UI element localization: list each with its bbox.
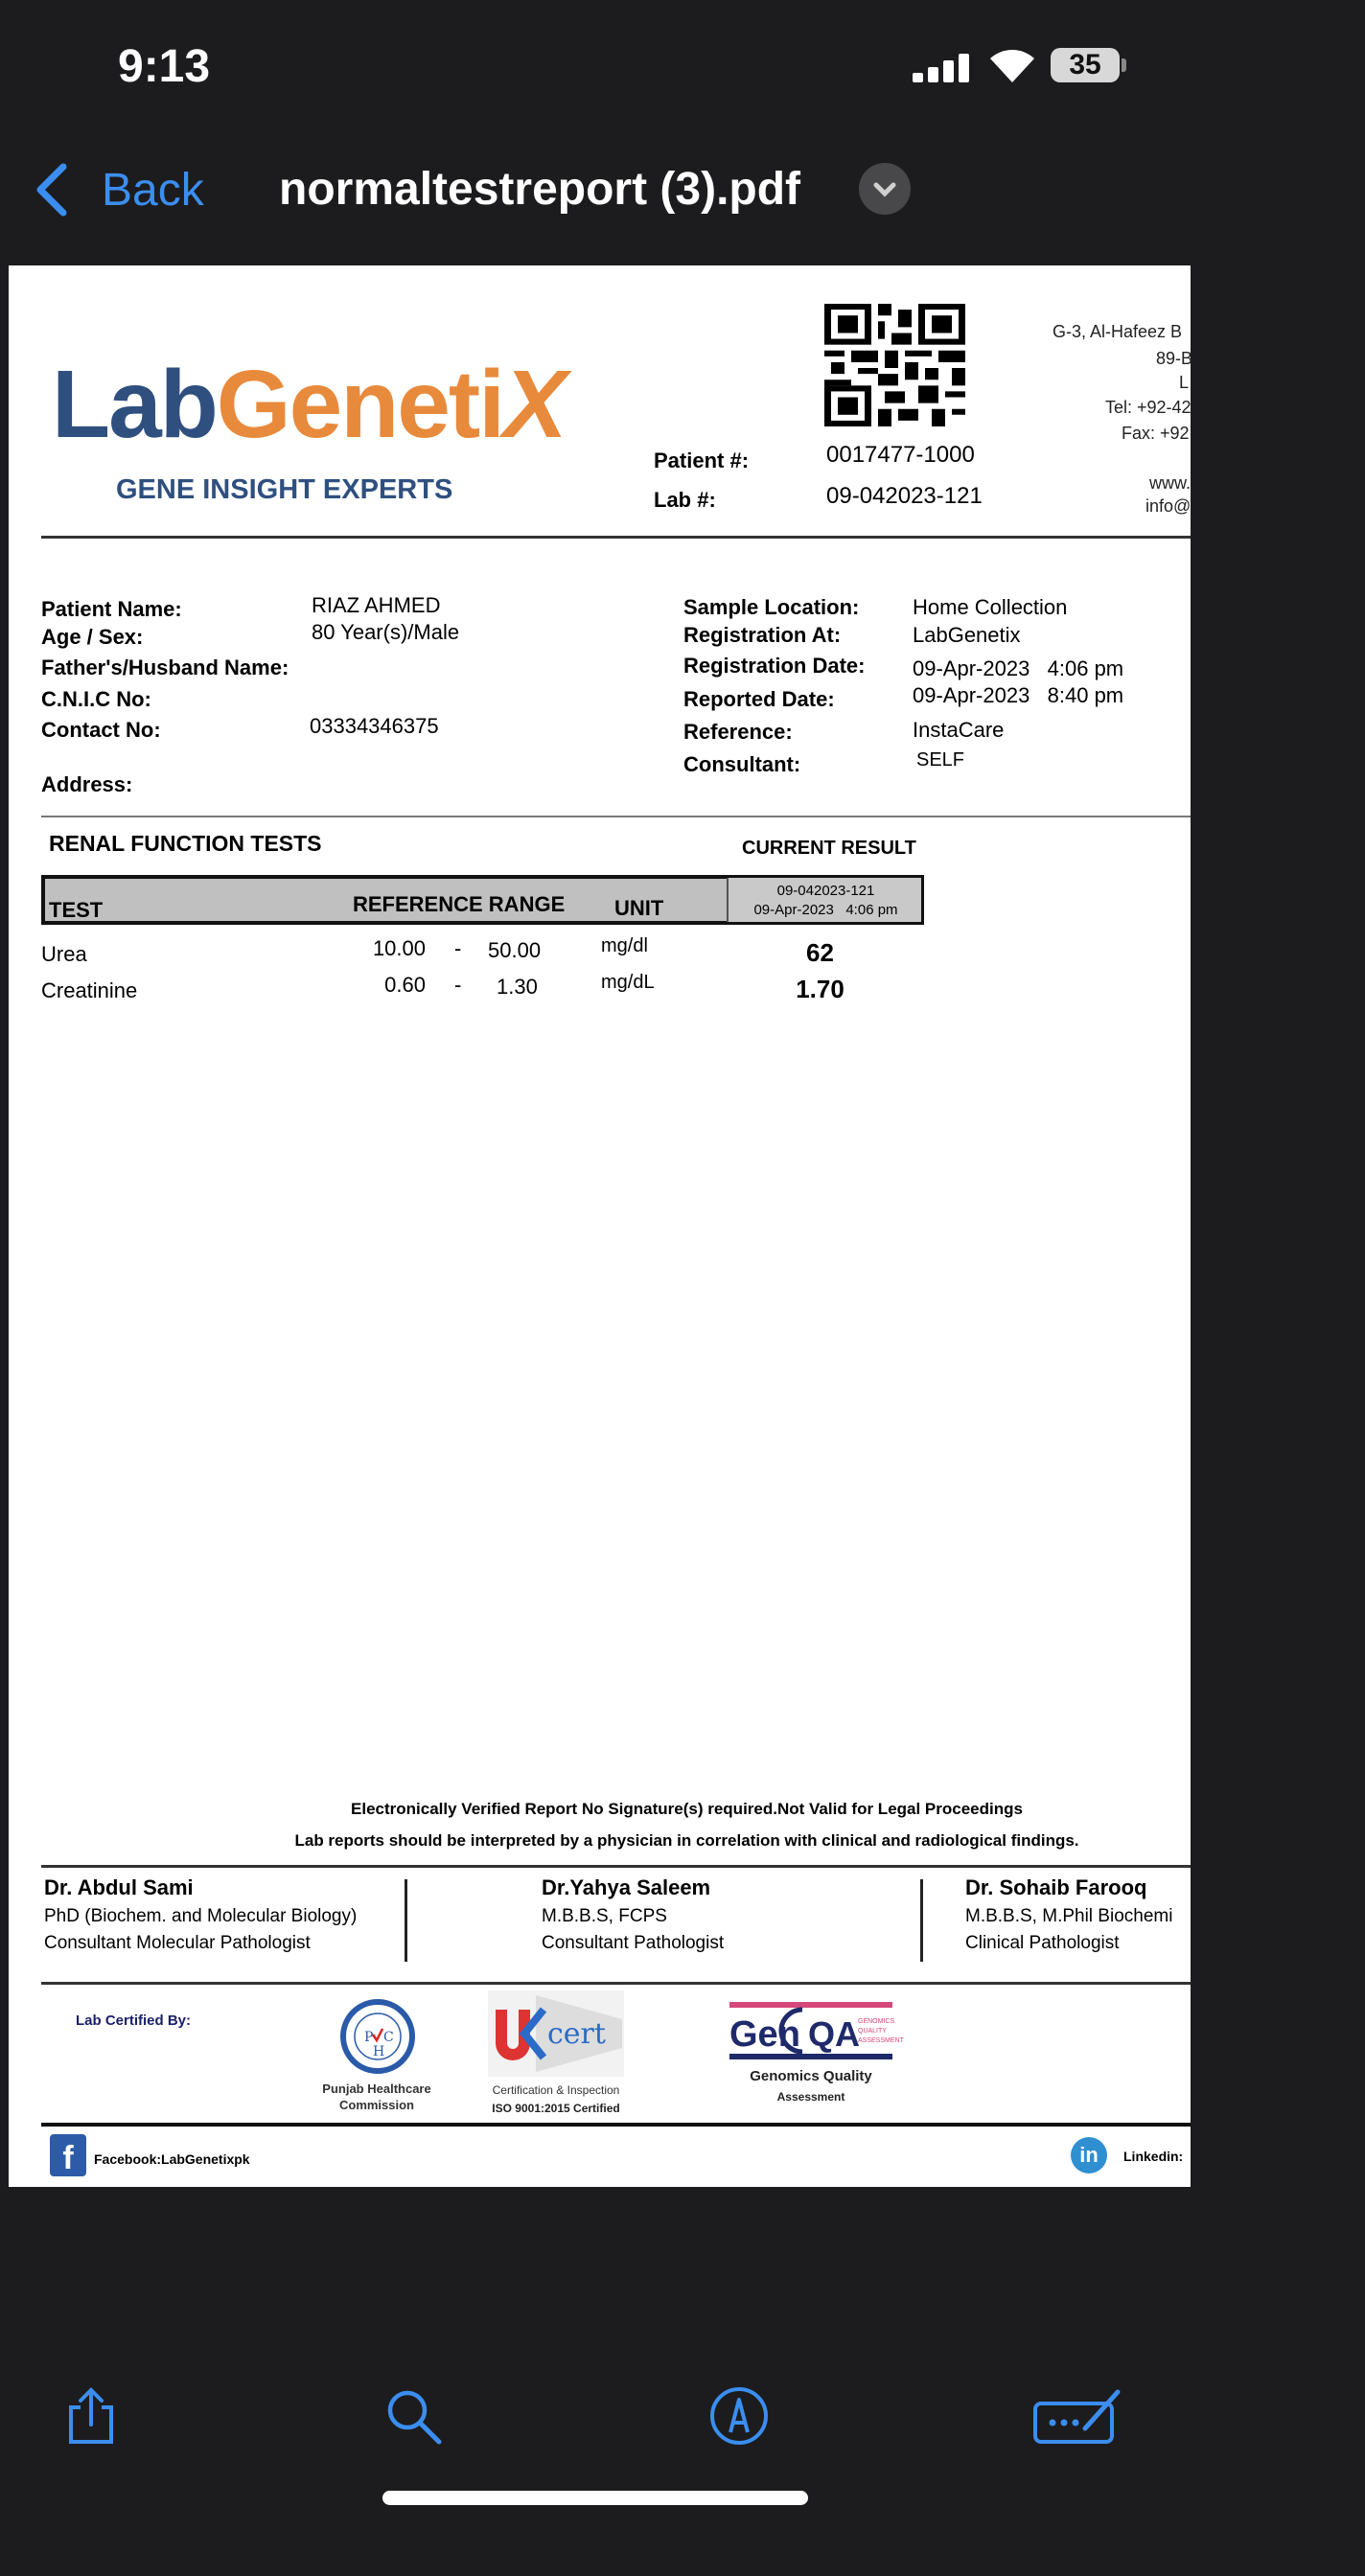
- registration-at: LabGenetix: [913, 623, 1021, 647]
- reported-date: 09-Apr-2023 8:40 pm: [913, 683, 1124, 707]
- cellular-signal-icon: [913, 54, 970, 82]
- section-title: RENAL FUNCTION TESTS: [49, 831, 322, 856]
- divider-vertical: [920, 1879, 923, 1962]
- result-value: 62: [806, 938, 834, 967]
- field-label: Registration Date:: [683, 654, 866, 678]
- svg-text:P: P: [364, 2030, 374, 2045]
- divider: [41, 2123, 1191, 2127]
- doctor-qualification: PhD (Biochem. and Molecular Biology): [44, 1906, 358, 1926]
- field-label: Address:: [41, 772, 133, 796]
- address-line: Tel: +92-42: [1105, 398, 1191, 417]
- logo-tagline: GENE INSIGHT EXPERTS: [116, 474, 453, 505]
- field-label: Contact No:: [41, 718, 161, 742]
- status-time: 9:13: [118, 41, 211, 92]
- disclaimer-verified: Electronically Verified Report No Signature(s) required.Not Valid for Legal Proceedings: [351, 1800, 1023, 1818]
- current-result-label: CURRENT RESULT: [742, 838, 916, 859]
- consultant: SELF: [916, 749, 965, 770]
- doctor-name: Dr. Sohaib Farooq: [965, 1875, 1147, 1899]
- svg-text:C: C: [383, 2030, 394, 2045]
- ukcert-logo: [488, 1990, 624, 2077]
- chevron-down-icon: [859, 163, 911, 215]
- range-low: 10.00: [372, 936, 426, 960]
- back-button[interactable]: [35, 159, 204, 220]
- doctor-role: Consultant Pathologist: [542, 1933, 725, 1953]
- test-name: Urea: [41, 942, 87, 966]
- linkedin-link[interactable]: Linkedin:: [1123, 2149, 1184, 2164]
- svg-text:ASSESSMENT: ASSESSMENT: [858, 2037, 904, 2044]
- reference: InstaCare: [913, 718, 1005, 742]
- certified-by-label: Lab Certified By:: [76, 2012, 192, 2029]
- table-row: [41, 973, 924, 1007]
- patient-number-label: Patient #:: [654, 448, 750, 472]
- cert-caption: ISO 9001:2015 Certified: [492, 2102, 620, 2115]
- column-unit: UNIT: [614, 896, 664, 920]
- field-label: Reported Date:: [683, 687, 835, 711]
- facebook-icon: f: [50, 2134, 86, 2176]
- doctor-role: Clinical Pathologist: [965, 1933, 1120, 1953]
- field-label: Father's/Husband Name:: [41, 656, 289, 679]
- doctor-name: Dr.Yahya Saleem: [542, 1875, 711, 1899]
- cert-caption: Commission: [338, 2098, 414, 2112]
- column-reference-range: REFERENCE RANGE: [353, 892, 566, 916]
- markup-icon[interactable]: [709, 2386, 769, 2446]
- cert-caption: Genomics Quality: [750, 2068, 872, 2084]
- address-line: G-3, Al-Hafeez B: [1053, 322, 1183, 341]
- chevron-left-icon: [35, 163, 69, 217]
- divider-vertical: [405, 1879, 407, 1962]
- svg-text:QA: QA: [808, 2014, 860, 2054]
- unit: mg/dl: [601, 935, 648, 956]
- home-indicator: [382, 2491, 808, 2505]
- wifi-icon: [990, 48, 1034, 82]
- battery-tip: [1122, 58, 1126, 72]
- lab-logo: LabGenetiX: [52, 351, 566, 458]
- range-sep: -: [454, 973, 462, 997]
- patient-name: RIAZ AHMED: [312, 593, 441, 617]
- address-line: 89-B: [1156, 349, 1193, 368]
- field-label: Consultant:: [683, 752, 801, 776]
- lab-number: 09-042023-121: [826, 483, 983, 509]
- field-label: C.N.I.C No:: [41, 687, 151, 711]
- address-line: info@: [1145, 496, 1191, 516]
- age-sex: 80 Year(s)/Male: [312, 620, 460, 644]
- document-title[interactable]: normaltestreport (3).pdf: [279, 164, 801, 215]
- field-label: Registration At:: [683, 623, 842, 647]
- cert-caption: Assessment: [776, 2090, 845, 2104]
- test-name: Creatinine: [41, 978, 138, 1002]
- phc-logo: [339, 1998, 416, 2075]
- linkedin-icon: in: [1071, 2137, 1107, 2174]
- cert-caption: Certification & Inspection: [492, 2083, 620, 2097]
- address-line: Fax: +92: [1122, 424, 1190, 443]
- divider: [41, 1865, 1191, 1868]
- doctor-qualification: M.B.B.S, M.Phil Biochemi: [965, 1906, 1173, 1926]
- divider: [41, 1982, 1191, 1985]
- range-sep: -: [454, 936, 462, 960]
- range-high: 50.00: [488, 938, 542, 962]
- svg-text:cert: cert: [547, 2017, 606, 2051]
- share-icon[interactable]: [61, 2386, 121, 2446]
- battery-level: 35: [1069, 49, 1101, 80]
- range-low: 0.60: [384, 973, 426, 997]
- column-current-result: [727, 878, 921, 922]
- column-test: TEST: [49, 898, 104, 922]
- genqa-logo: [729, 2002, 904, 2059]
- field-label: Age / Sex:: [41, 625, 144, 649]
- doctor-name: Dr. Abdul Sami: [44, 1875, 194, 1899]
- field-label: Reference:: [683, 720, 793, 744]
- patient-number: 0017477-1000: [826, 442, 975, 468]
- field-label: Patient Name:: [41, 597, 182, 621]
- disclaimer-interpretation: Lab reports should be interpreted by a physician in correlation with clinical and radiological findings.: [294, 1831, 1079, 1850]
- lab-number-label: Lab #:: [654, 488, 716, 512]
- table-row: [41, 936, 924, 971]
- divider: [41, 816, 1191, 817]
- registration-date: 09-Apr-2023 4:06 pm: [913, 656, 1124, 680]
- svg-text:H: H: [373, 2044, 385, 2059]
- fill-sign-icon[interactable]: [1031, 2386, 1123, 2446]
- result-date: 09-Apr-2023 4:06 pm: [753, 902, 898, 918]
- title-menu-button[interactable]: [859, 163, 911, 215]
- qr-code: [824, 304, 965, 426]
- result-lab-number: 09-042023-121: [776, 883, 875, 899]
- battery-icon: [1051, 48, 1120, 82]
- doctor-qualification: M.B.B.S, FCPS: [542, 1906, 667, 1926]
- sample-location: Home Collection: [913, 595, 1068, 619]
- table-header: [41, 875, 924, 925]
- svg-text:Gen: Gen: [729, 2014, 800, 2055]
- doctor-role: Consultant Molecular Pathologist: [44, 1933, 311, 1953]
- facebook-link[interactable]: Facebook:LabGenetixpk: [94, 2151, 250, 2167]
- result-value: 1.70: [796, 975, 844, 1003]
- range-high: 1.30: [497, 975, 538, 999]
- svg-text:GENOMICS: GENOMICS: [858, 2018, 895, 2025]
- divider: [41, 536, 1191, 539]
- cert-caption: Punjab Healthcare: [322, 2082, 431, 2096]
- unit: mg/dL: [601, 972, 655, 993]
- contact-number: 03334346375: [310, 714, 439, 738]
- search-icon[interactable]: [383, 2386, 443, 2446]
- back-label: Back: [102, 164, 204, 216]
- svg-text:QUALITY: QUALITY: [858, 2028, 887, 2035]
- field-label: Sample Location:: [683, 595, 860, 619]
- address-line: L: [1179, 373, 1190, 392]
- pdf-page[interactable]: [9, 265, 1191, 2187]
- address-line: www.: [1149, 473, 1191, 493]
